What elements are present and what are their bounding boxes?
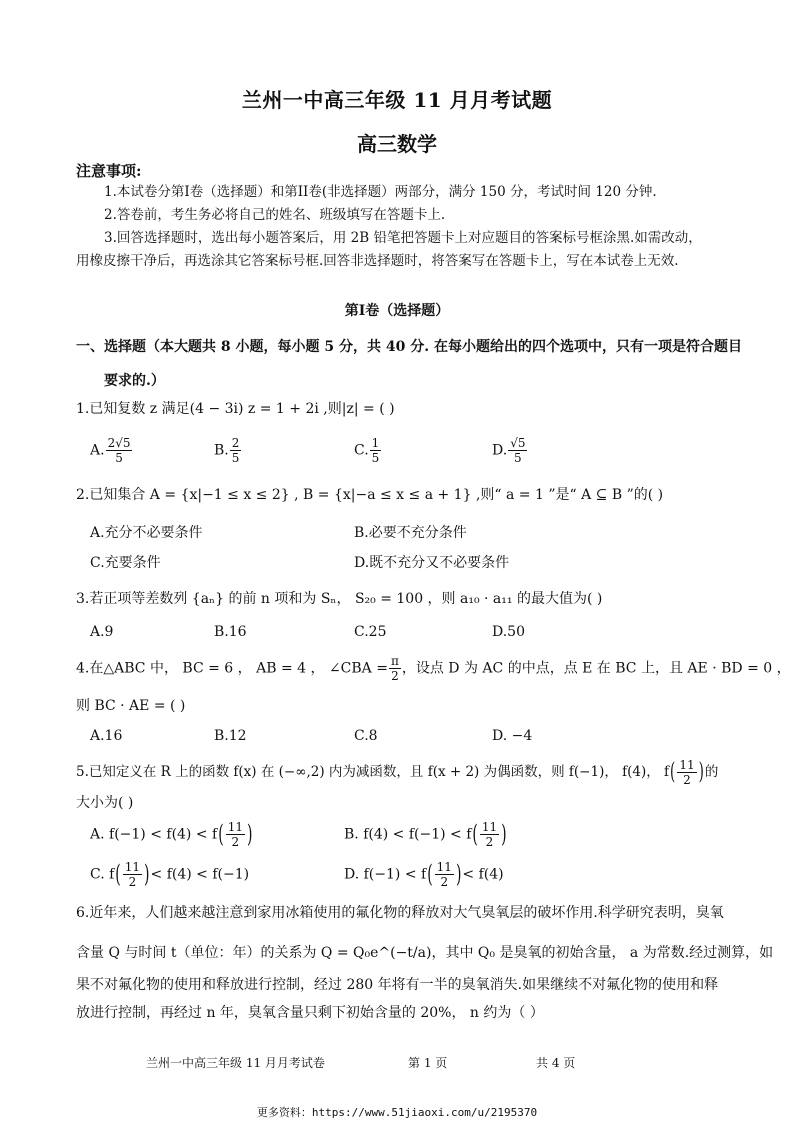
footer-exam-name: 兰州一中高三年级 11 月月考试卷 xyxy=(146,1056,325,1070)
paren-right: ) xyxy=(501,820,507,849)
frac-num: 11 xyxy=(679,758,695,772)
footer-total-pages: 共 4 页 xyxy=(536,1056,576,1070)
frac-den: 2 xyxy=(440,875,449,889)
q5-option-c-frac xyxy=(123,860,142,889)
q1-stem: 1.已知复数 z 满足(4 − 3i) z = 1 + 2i ,则|z| = ( ) xyxy=(76,401,395,417)
q3-stem: 3.若正项等差数列 {aₙ} 的前 n 项和为 Sₙ， S₂₀ = 100 ，则 a₁₀ · a₁₁ 的最大值为( ) xyxy=(76,591,603,607)
frac-num: 11 xyxy=(481,820,498,834)
q4-option-c: C.8 xyxy=(354,728,378,744)
q1-option-d-frac xyxy=(508,436,527,465)
frac-den: 5 xyxy=(231,451,240,465)
q5-option-d xyxy=(344,860,504,889)
paren-left: ( xyxy=(472,820,478,849)
paren-left: ( xyxy=(670,758,676,786)
exam-subtitle: 高三数学 xyxy=(357,132,437,156)
q4-angle-frac xyxy=(389,654,401,683)
more-resources-link[interactable]: 更多资料：https://www.51jiaoxi.com/u/2195370 xyxy=(256,1106,538,1119)
q4-stem-line2: 则 BC · AE = ( ) xyxy=(76,698,186,714)
paren-right: ) xyxy=(144,860,150,889)
notice-item-3-cont: 用橡皮擦干净后，再选涂其它答案标号框.回答非选择题时，将答案写在答题卡上，写在本试卷上无效. xyxy=(76,253,679,269)
frac-num: 11 xyxy=(124,860,141,874)
q4-stem-pre: 4.在△ABC 中， BC = 6 ， AB = 4 ， ∠CBA = xyxy=(76,660,388,677)
q1-option-b-label: B. xyxy=(214,442,229,459)
q1-option-c-frac xyxy=(370,436,382,465)
q4-option-b: B.12 xyxy=(214,728,247,744)
q5-option-d-frac xyxy=(435,860,454,889)
notice-item-1: 1.本试卷分第I卷（选择题）和第II卷(非选择题）两部分，满分 150 分，考试时间 120 分钟. xyxy=(104,184,657,200)
q5-frac xyxy=(677,758,696,787)
footer-page-number: 第 1 页 xyxy=(408,1056,448,1070)
q4-stem xyxy=(76,654,791,683)
q1-option-a xyxy=(90,436,133,465)
frac-den: 2 xyxy=(485,835,494,849)
paren-left: ( xyxy=(115,860,121,889)
q1-option-d-label: D. xyxy=(492,442,508,459)
q6-line3: 果不对氟化物的使用和释放进行控制，经过 280 年将有一半的臭氧消失.如果继续不对氟化物的使用和释 xyxy=(76,977,719,993)
q2-option-a: A.充分不必要条件 xyxy=(90,525,203,541)
q3-option-c: C.25 xyxy=(354,624,387,640)
q5-option-b-frac xyxy=(480,820,499,849)
q4-option-a: A.16 xyxy=(90,728,123,744)
section-title: 第I卷（选择题） xyxy=(344,303,450,319)
frac-num: 11 xyxy=(436,860,452,874)
q4-option-d: D. −4 xyxy=(492,728,533,744)
q6-line2: 含量 Q 与时间 t（单位：年）的关系为 Q = Q₀e^(−t/a)，其中 Q₀ 是臭氧的初始含量， a 为常数.经过测算，如 xyxy=(76,945,774,961)
frac-den: 2 xyxy=(683,773,691,787)
q5-option-b xyxy=(344,820,508,849)
frac-num: √5 xyxy=(510,436,526,450)
q1-option-c-label: C. xyxy=(354,442,369,459)
paren-left: ( xyxy=(427,860,433,889)
frac-num: 2 xyxy=(231,436,240,450)
q5-stem-pre: 5.已知定义在 R 上的函数 f(x) 在 (−∞,2) 内为减函数，且 f(x + 2) 为偶函数，则 f(−1)， f(4)， f xyxy=(76,764,670,780)
q4-stem-post: ，设点 D 为 AC 的中点，点 E 在 BC 上，且 AE · BD = 0 ， xyxy=(401,660,791,677)
section-heading-line1: 一、选择题（本大题共 8 小题，每小题 5 分，共 40 分. 在每小题给出的四个选项中，只有一项是符合题目 xyxy=(76,339,742,355)
q5-stem-post: 的 xyxy=(704,764,719,780)
q1-option-a-frac xyxy=(106,436,133,465)
notice-item-3: 3.回答选择题时，选出每小题答案后，用 2B 铅笔把答题卡上对应题目的答案标号框涂黑.如需改动， xyxy=(104,230,702,246)
q3-option-b: B.16 xyxy=(214,624,247,640)
q2-option-c: C.充要条件 xyxy=(90,555,161,571)
q1-option-b-frac xyxy=(230,436,242,465)
q5-option-c-tail: < f(4) < f(−1) xyxy=(150,866,250,883)
q5-option-d-tail: < f(4) xyxy=(462,866,504,883)
q1-option-b xyxy=(214,436,242,465)
q1-option-c xyxy=(354,436,382,465)
frac-den: 2 xyxy=(391,669,399,683)
frac-den: 2 xyxy=(128,875,137,889)
paren-right: ) xyxy=(698,758,704,786)
notice-heading: 注意事项: xyxy=(76,162,142,180)
paren-right: ) xyxy=(455,860,462,889)
frac-den: 5 xyxy=(514,451,522,465)
notice-item-2: 2.答卷前，考生务必将自己的姓名、班级填写在答题卡上. xyxy=(104,207,446,223)
q5-option-a xyxy=(90,820,253,849)
q5-option-c xyxy=(90,860,249,889)
exam-title: 兰州一中高三年级 11 月月考试题 xyxy=(241,88,553,112)
q5-stem-line2: 大小为( ) xyxy=(76,795,134,811)
paren-left: ( xyxy=(218,820,224,849)
frac-num: 1 xyxy=(371,436,380,450)
frac-den: 5 xyxy=(371,451,380,465)
q5-option-b-text: B. f(4) < f(−1) < f xyxy=(344,826,472,843)
q5-stem xyxy=(76,758,718,787)
q2-stem: 2.已知集合 A = {x|−1 ≤ x ≤ 2} , B = {x|−a ≤ x ≤ a + 1} ,则“ a = 1 ”是“ A ⊆ B ”的( ) xyxy=(76,487,664,503)
q5-option-a-frac xyxy=(226,820,245,849)
frac-den: 2 xyxy=(231,835,240,849)
q5-option-d-text: D. f(−1) < f xyxy=(344,866,427,883)
q5-option-a-text: A. f(−1) < f(4) < f xyxy=(90,826,218,843)
q1-option-d xyxy=(492,436,528,465)
q6-line1: 6.近年来，人们越来越注意到家用冰箱使用的氟化物的释放对大气臭氧层的破坏作用.科学研究表明，臭氧 xyxy=(76,905,724,921)
frac-num: 11 xyxy=(227,820,243,834)
section-heading-line2: 要求的.） xyxy=(104,373,165,389)
paren-right: ) xyxy=(246,820,253,849)
frac-num: π xyxy=(390,654,399,668)
q3-option-a: A.9 xyxy=(90,624,114,640)
q5-option-c-text: C. f xyxy=(90,866,115,883)
frac-den: 5 xyxy=(115,451,123,465)
q1-option-a-label: A. xyxy=(90,442,105,459)
frac-num: 2√5 xyxy=(107,436,131,450)
q3-option-d: D.50 xyxy=(492,624,525,640)
q6-line4: 放进行控制，再经过 n 年，臭氧含量只剩下初始含量的 20%， n 约为（ ） xyxy=(76,1005,544,1021)
q2-option-b: B.必要不充分条件 xyxy=(354,525,467,541)
section-heading xyxy=(76,330,742,398)
q2-option-d: D.既不充分又不必要条件 xyxy=(354,555,510,571)
